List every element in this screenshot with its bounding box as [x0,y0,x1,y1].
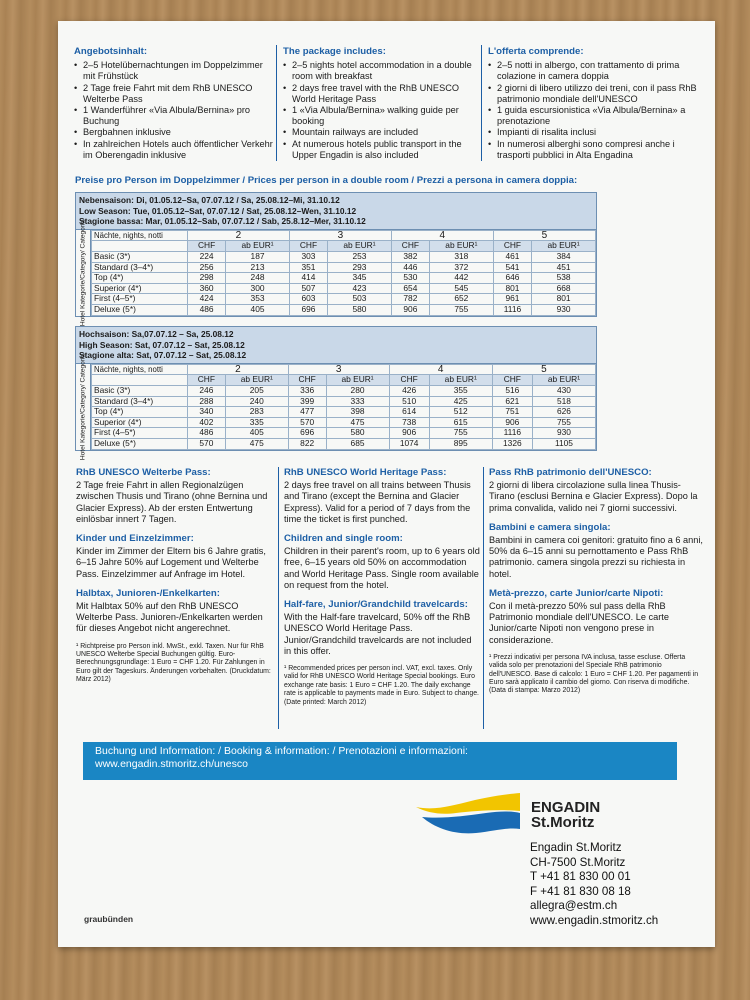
price-cell: 303 [289,251,327,262]
table-row [92,428,596,439]
price-cell: 224 [188,251,226,262]
currency-header: CHF [288,375,326,386]
price-table [91,364,596,450]
season-line: Stagione bassa: Mar, 01.05.12–Sab, 07.07.12 / Sab, 25.8.12–Mer, 31.10.12 [79,216,366,227]
contact-email[interactable]: allegra@estm.ch [530,899,618,913]
price-cell: 626 [532,407,595,418]
column-heading: Angebotsinhalt: [74,46,148,57]
season-header [76,193,596,230]
section-text: Con il metà-prezzo 50% sul pass della RhB Patrimonio mondiale dell'UNESCO. Le carte Junior/carte Nipoti non vengono prese in considerazione. [489,601,669,645]
currency-header: ab EUR¹ [532,375,595,386]
price-cell: 360 [188,283,226,294]
price-cell: 906 [391,304,429,315]
package-column-de [74,46,274,161]
price-cell: 426 [389,385,429,396]
price-cell: 318 [429,251,493,262]
season-header [76,327,596,364]
price-cell: 424 [188,294,226,305]
price-cell: 288 [188,396,226,407]
section-heading: RhB UNESCO Welterbe Pass: [76,467,211,478]
prices-title: Preise pro Person im Doppelzimmer / Prices per person in a double room / Prezzi a persona in camera doppia: [75,175,578,186]
price-cell: 280 [326,385,389,396]
price-cell: 398 [326,407,389,418]
list-item: • 1 «Via Albula/Bernina» walking guide per booking [283,105,479,127]
price-cell: 510 [389,396,429,407]
list-item: • In zahlreichen Hotels auch öffentlicher Verkehr im Oberengadin inklusive [74,139,274,161]
price-cell: 603 [289,294,327,305]
price-cell: 475 [326,417,389,428]
nights-count: 5 [493,230,595,241]
season-line: Hochsaison: Sa,07.07.12 – Sa, 25.08.12 [79,329,234,339]
graubuenden-logo: graubünden [84,914,134,924]
list-item: • Bergbahnen inklusive [74,127,274,138]
currency-header: ab EUR¹ [226,241,290,252]
column-heading: L'offerta comprende: [488,46,584,57]
contact-address: CH-7500 St.Moritz [530,855,626,869]
category-cell: First (4–5*) [92,428,188,439]
list-item: • 1 Wanderführer «Via Albula/Bernina» pro Buchung [74,105,274,127]
price-cell: 782 [391,294,429,305]
list-item: • In numerosi alberghi sono compresi anche i trasporti pubblici in Alta Engadina [488,139,704,161]
price-cell: 615 [429,417,492,428]
price-cell: 570 [288,417,326,428]
price-cell: 405 [225,428,288,439]
section-text: 2 days free travel on all trains between Thusis and Tirano (except the Bernina and Glacier Express). Valid for a period of 7 days from the time the ticket is first punched. [284,480,471,524]
price-cell: 930 [532,428,595,439]
section-heading: RhB UNESCO World Heritage Pass: [284,467,447,478]
price-cell: 205 [225,385,288,396]
contact-website[interactable]: www.engadin.stmoritz.ch [530,913,659,927]
list-item: • Impianti di risalita inclusi [488,127,704,138]
price-cell: 213 [226,262,290,273]
price-cell: 382 [391,251,429,262]
list-item: • At numerous hotels public transport in the Upper Engadin is also included [283,139,479,161]
price-cell: 253 [328,251,392,262]
section-text: Mit Halbtax 50% auf den RhB UNESCO Welterbe Pass. Junioren-/Enkelkarten werden für dieses Angebot nicht angerechnet. [76,601,263,634]
footnote: ¹ Recommended prices per person incl. VAT, excl. taxes. Only valid for RhB UNESCO World Heritage Special bookings. Euro exchange rate basis: 1 Euro = CHF 1.20. The daily exchange rate is applicable to payments made in Euro. Subject to change. (Date printed: March 2012) [284,665,479,706]
season-line: Nebensaison: Di, 01.05.12–Sa, 07.07.12 / Sa, 25.08.12–Mi, 31.10.12 [79,195,340,205]
price-cell: 345 [328,273,392,284]
column-heading: The package includes: [283,46,386,57]
price-cell: 446 [391,262,429,273]
season-line: Stagione alta: Sat, 07.07.12 – Sat, 25.08.12 [79,350,247,361]
info-column-it [489,467,703,696]
booking-bar [83,742,677,780]
category-cell: First (4–5*) [92,294,188,305]
table-row [92,438,596,449]
price-cell: 246 [188,385,226,396]
logo-line: ENGADIN [531,799,601,816]
price-cell: 530 [391,273,429,284]
price-cell: 930 [532,304,596,315]
section-text: Kinder im Zimmer der Eltern bis 6 Jahre gratis, 6–15 Jahre 50% auf Logement und Welterbe Pass. Einzelzimmer auf Anfrage im Hotel. [76,546,266,579]
table-row [92,396,596,407]
price-cell: 895 [429,438,492,449]
list-item: • 2–5 notti in albergo, con trattamento di prima colazione in camera doppia [488,60,704,82]
currency-header: CHF [188,375,226,386]
table-row [92,273,596,284]
price-cell: 545 [429,283,493,294]
footnote: ¹ Richtpreise pro Person inkl. MwSt., exkl. Taxen. Nur für RhB UNESCO Welterbe Special Buchungen gültig. Euro-Berechnungsgrundlage: 1 Euro = CHF 1.20. Für Zahlungen in Euro gilt der Tageskurs. Änderungen vorbehalten. (Druckdatum: März 2012) [76,642,271,684]
brochure-page [58,21,715,947]
price-table [91,230,596,316]
section-text: Bambini in camera coi genitori: gratuito fino a 6 anni, 50% da 6–15 anni su pernottamento e Pass RhB patrimonio. camera singola prezzi su richiesta in hotel. [489,535,703,579]
category-side-label: Hotel Kategorie/Category/ Categoria [76,364,91,450]
table-row [92,407,596,418]
nights-count: 4 [391,230,493,241]
price-cell: 293 [328,262,392,273]
price-cell: 430 [532,385,595,396]
table-row [92,283,596,294]
price-cell: 518 [532,396,595,407]
price-cell: 486 [188,304,226,315]
price-cell: 372 [429,262,493,273]
nights-count: 5 [492,364,595,375]
section-text: Children in their parent's room, up to 6 years old free, 6–15 years old 50% on accommodation and World Heritage Pass. Single room available on request from the hotel. [284,546,480,590]
price-cell: 1326 [492,438,532,449]
currency-header: CHF [188,241,226,252]
booking-link[interactable]: www.engadin.stmoritz.ch/unesco [95,758,248,770]
price-cell: 353 [226,294,290,305]
footnote: ¹ Prezzi indicativi per persona IVA inclusa, tasse escluse. Offerta valida solo per prenotazioni del Speciale RhB patrimonio dell'UNESCO. Base di calcolo: 1 Euro = CHF 1.20. Per pagamenti in Euro sarà applicato il cambio del giorno. Con riserva di modifiche. (Data di stampa: Marzo 2012) [489,653,699,695]
currency-header: ab EUR¹ [429,241,493,252]
season-line: Low Season: Tue, 01.05.12–Sat, 07.07.12 / Sat, 25.08.12–Wen, 31.10.12 [79,205,357,216]
price-cell: 503 [328,294,392,305]
price-cell: 425 [429,396,492,407]
price-cell: 333 [326,396,389,407]
low-season-table [75,192,597,326]
price-cell: 451 [532,262,596,273]
section-heading: Pass RhB patrimonio dell'UNESCO: [489,467,652,478]
price-cell: 685 [326,438,389,449]
package-column-it [488,46,704,161]
price-cell: 355 [429,385,492,396]
column-divider [483,467,484,729]
price-cell: 507 [289,283,327,294]
nights-count: 3 [288,364,389,375]
price-cell: 402 [188,417,226,428]
currency-header: CHF [492,375,532,386]
logo-wordmark [531,800,600,830]
price-cell: 751 [492,407,532,418]
nights-count: 2 [188,230,290,241]
section-heading: Bambini e camera singola: [489,521,611,533]
category-cell: Deluxe (5*) [92,438,188,449]
price-cell: 1116 [492,428,532,439]
price-cell: 340 [188,407,226,418]
price-cell: 399 [288,396,326,407]
price-cell: 541 [493,262,531,273]
price-cell: 822 [288,438,326,449]
section-text: 2 Tage freie Fahrt in allen Regionalzügen zwischen Thusis und Tirano (ohne Bernina und Glacier Express). Ab der ersten Entwertung einlösbar innert 7 Tagen. [76,480,268,524]
category-cell: Basic (3*) [92,385,188,396]
nights-label: Nächte, nights, notti [92,230,188,241]
price-cell: 1105 [532,438,595,449]
category-cell: Top (4*) [92,273,188,284]
table-row [92,304,596,315]
currency-header: ab EUR¹ [225,375,288,386]
category-cell: Standard (3–4*) [92,262,188,273]
currency-header: ab EUR¹ [429,375,492,386]
nights-count: 2 [188,364,289,375]
nights-count: 3 [289,230,391,241]
section-heading: Metà-prezzo, carte Junior/carte Nipoti: [489,587,664,599]
price-cell: 256 [188,262,226,273]
price-cell: 570 [188,438,226,449]
section-heading: Kinder und Einzelzimmer: [76,533,194,545]
price-cell: 442 [429,273,493,284]
price-cell: 614 [389,407,429,418]
list-item: • Mountain railways are included [283,127,479,138]
price-cell: 1116 [493,304,531,315]
column-divider [276,45,277,161]
contact-phone: T +41 81 830 00 01 [530,870,631,884]
price-cell: 461 [493,251,531,262]
package-column-en [283,46,479,161]
price-cell: 580 [328,304,392,315]
price-cell: 906 [492,417,532,428]
price-cell: 538 [532,273,596,284]
price-cell: 240 [225,396,288,407]
price-cell: 738 [389,417,429,428]
price-cell: 384 [532,251,596,262]
engadin-logo-icon [416,789,522,837]
table-row [92,262,596,273]
price-cell: 755 [429,428,492,439]
price-cell: 755 [532,417,595,428]
price-cell: 961 [493,294,531,305]
table-row [92,294,596,305]
table-row [92,385,596,396]
blank-cell [92,241,188,252]
price-cell: 696 [289,304,327,315]
list-item: • 2 Tage freie Fahrt mit dem RhB UNESCO Welterbe Pass [74,83,274,105]
booking-label: Buchung und Information: / Booking & information: / Prenotazioni e informazioni: [95,745,468,757]
section-heading: Half-fare, Junior/Grandchild travelcards: [284,599,468,611]
price-cell: 475 [225,438,288,449]
section-heading: Children and single room: [284,533,403,545]
currency-header: CHF [391,241,429,252]
list-item: • 2–5 Hotelübernachtungen im Doppelzimmer mit Frühstück [74,60,274,82]
info-column-de [76,467,272,685]
price-cell: 1074 [389,438,429,449]
price-cell: 580 [326,428,389,439]
price-cell: 646 [493,273,531,284]
price-cell: 668 [532,283,596,294]
price-cell: 351 [289,262,327,273]
currency-header: ab EUR¹ [532,241,596,252]
list-item: • 2–5 nights hotel accommodation in a double room with breakfast [283,60,479,82]
price-cell: 755 [429,304,493,315]
high-season-table [75,326,597,460]
table-row [92,251,596,262]
price-cell: 300 [226,283,290,294]
currency-header: ab EUR¹ [328,241,392,252]
logo-line: St.Moritz [531,814,595,831]
category-cell: Top (4*) [92,407,188,418]
category-side-label: Hotel Kategorie/Category/ Categoria [76,230,91,316]
info-column-en [284,467,480,707]
currency-header: CHF [389,375,429,386]
price-cell: 248 [226,273,290,284]
price-cell: 654 [391,283,429,294]
price-cell: 516 [492,385,532,396]
list-item: • 2 giorni di libero utilizzo dei treni, con il pass RhB patrimonio mondiale dell'UNESCO [488,83,704,105]
table-row [92,417,596,428]
price-cell: 477 [288,407,326,418]
nights-count: 4 [389,364,492,375]
section-heading: Halbtax, Junioren-/Enkelkarten: [76,587,220,599]
section-text: 2 giorni di libera circolazione sulla linea Thusis-Tirano (esclusi Bernina e Glacier Express). Dopo la prima convalida, valido nei 7 giorni successivi. [489,480,698,513]
category-cell: Basic (3*) [92,251,188,262]
currency-header: CHF [493,241,531,252]
price-cell: 187 [226,251,290,262]
price-cell: 423 [328,283,392,294]
section-text: With the Half-fare travelcard, 50% off the RhB UNESCO World Heritage Pass. Junior/Grandchild travelcards are not included in this offer. [284,612,472,656]
nights-label: Nächte, nights, notti [92,364,188,375]
category-cell: Superior (4*) [92,283,188,294]
column-divider [481,45,482,161]
price-cell: 906 [389,428,429,439]
price-cell: 335 [225,417,288,428]
price-cell: 696 [288,428,326,439]
category-cell: Deluxe (5*) [92,304,188,315]
blank-cell [92,375,188,386]
price-cell: 486 [188,428,226,439]
price-cell: 652 [429,294,493,305]
price-cell: 801 [493,283,531,294]
category-cell: Standard (3–4*) [92,396,188,407]
contact-fax: F +41 81 830 08 18 [530,884,631,898]
contact-name: Engadin St.Moritz [530,841,622,854]
column-divider [278,467,279,729]
price-cell: 283 [225,407,288,418]
price-cell: 298 [188,273,226,284]
price-cell: 414 [289,273,327,284]
price-cell: 512 [429,407,492,418]
category-cell: Superior (4*) [92,417,188,428]
contact-block [530,841,658,929]
price-cell: 405 [226,304,290,315]
list-item: • 2 days free travel with the RhB UNESCO World Heritage Pass [283,83,479,105]
price-cell: 621 [492,396,532,407]
list-item: • 1 guida escursionistica «Via Albula/Bernina» a prenotazione [488,105,704,127]
season-line: High Season: Sat, 07.07.12 – Sat, 25.08.12 [79,339,245,350]
price-cell: 801 [532,294,596,305]
currency-header: CHF [289,241,327,252]
currency-header: ab EUR¹ [326,375,389,386]
price-cell: 336 [288,385,326,396]
